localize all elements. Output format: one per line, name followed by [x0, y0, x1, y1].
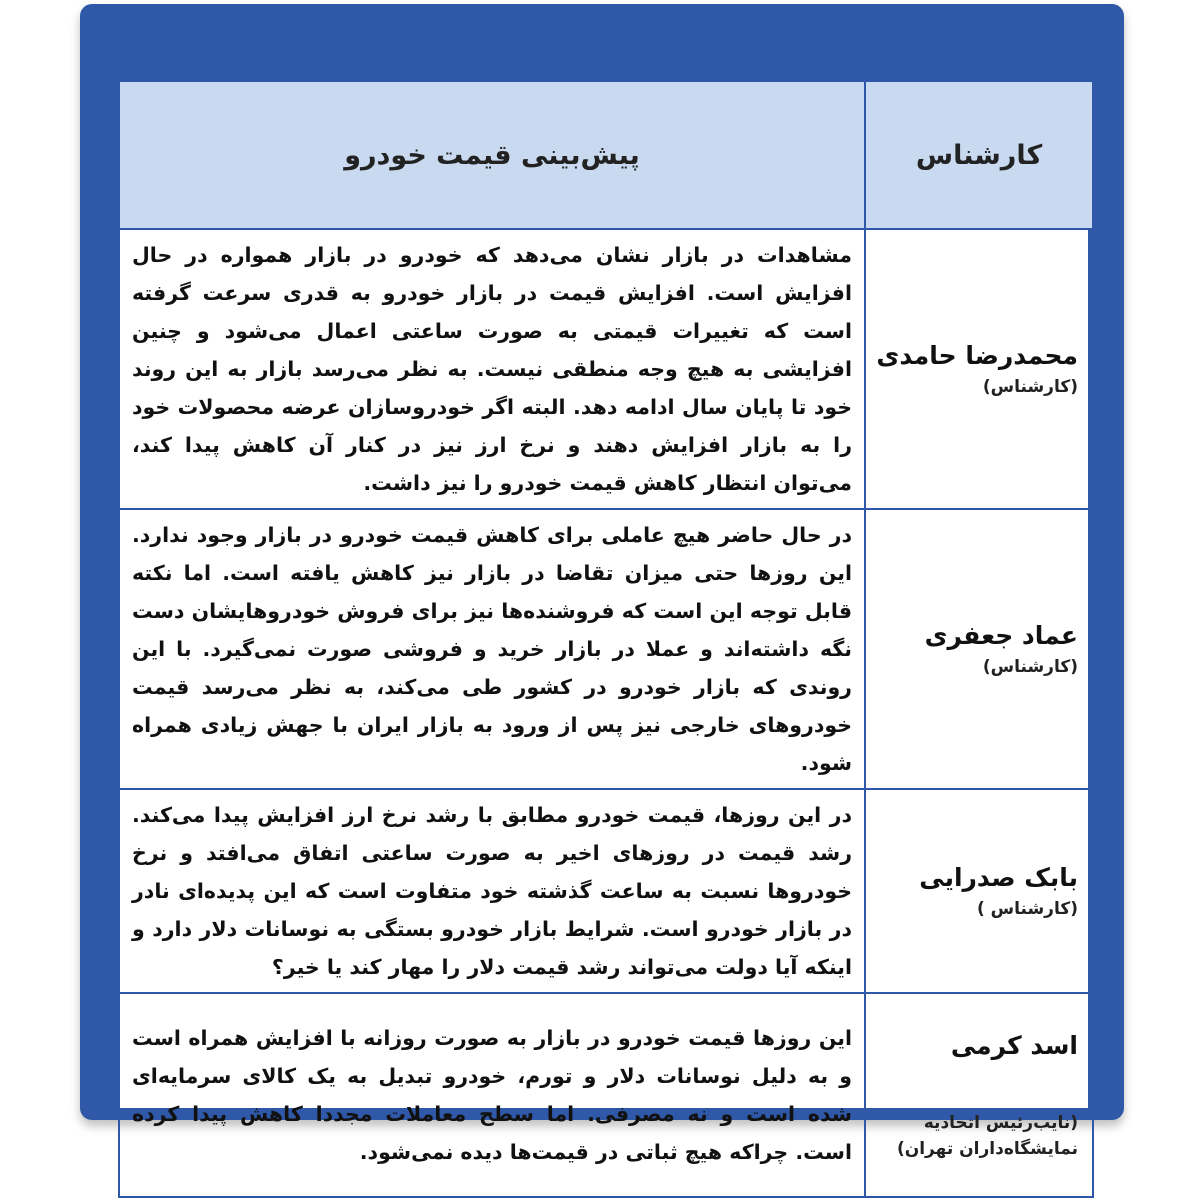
expert-name: بابک صدرایی [919, 863, 1078, 892]
table-row [119, 993, 1093, 1197]
expert-name: اسد کرمی [950, 1031, 1078, 1060]
table-row [119, 509, 1093, 789]
prediction-text: در این روزها، قیمت خودرو مطابق با رشد نرخ ارز افزایش پیدا می‌کند. رشد قیمت در روزهای اخیر به صورت ساعتی اتفاق می‌افتد و نرخ خودروها نسبت به ساعت گذشته خود متفاوت است که این پدیده‌ای نادر در بازار خودرو است. شرایط بازار خودرو بستگی به نوسانات دلار دارد و اینکه آیا دولت می‌تواند رشد قیمت دلار را مهار کند یا خیر؟ [119, 789, 865, 993]
expert-cell [865, 993, 1093, 1197]
header-prediction: پیش‌بینی قیمت خودرو [119, 81, 865, 229]
expert-cell [865, 789, 1093, 993]
table-header-row [119, 81, 1093, 229]
expert-role: (نایب‌رئیس اتحادیه نمایشگاه‌داران تهران) [896, 1113, 1078, 1159]
prediction-table-container [118, 80, 1088, 1164]
expert-cell [865, 229, 1093, 509]
prediction-text: مشاهدات در بازار نشان می‌دهد که خودرو در بازار همواره در حال افزایش است. افزایش قیمت در بازار خودرو به قدری سرعت گرفته است که تغییرات قیمتی به صورت ساعتی اعمال می‌شود و چنین افزایشی به هیچ وجه منطقی نیست. به نظر می‌رسد بازار به این روند خود تا پایان سال ادامه دهد. البته اگر خودروسازان عرضه محصولات خود را به بازار افزایش دهند و نرخ ارز نیز در کنار آن کاهش پیدا کند، می‌توان انتظار کاهش قیمت خودرو را نیز داشت. [119, 229, 865, 509]
expert-role: (کارشناس) [982, 377, 1078, 397]
expert-name: عماد جعفری [924, 621, 1078, 650]
expert-role: (کارشناس ) [976, 899, 1078, 919]
table-row [119, 789, 1093, 993]
expert-name: محمدرضا حامدی [876, 341, 1078, 370]
expert-role: (کارشناس) [982, 657, 1078, 677]
expert-cell [865, 509, 1093, 789]
prediction-text: در حال حاضر هیچ عاملی برای کاهش قیمت خودرو در بازار وجود ندارد. این روزها حتی میزان تقاضا در بازار نیز کاهش یافته است. اما نکته قابل توجه این است که فروشنده‌ها نیز برای فروش خودروهایشان دست نگه داشته‌اند و عملا در بازار خرید و فروشی صورت نمی‌گیرد. با این روندی که بازار خودرو در کشور طی می‌کند، به نظر می‌رسد قیمت خودروهای خارجی نیز پس از ورود به بازار ایران با جهش زیادی همراه شود. [119, 509, 865, 789]
header-expert: کارشناس [865, 81, 1093, 229]
car-price-prediction-table [118, 80, 1094, 1198]
prediction-text: این روزها قیمت خودرو در بازار به صورت روزانه با افزایش همراه است و به دلیل نوسانات دلار و تورم، خودرو تبدیل به یک کالای سرمایه‌ای شده است و نه مصرفی. اما سطح معاملات مجددا کاهش پیدا کرده است. چراکه هیچ ثباتی در قیمت‌ها دیده نمی‌شود. [119, 993, 865, 1197]
table-row [119, 229, 1093, 509]
